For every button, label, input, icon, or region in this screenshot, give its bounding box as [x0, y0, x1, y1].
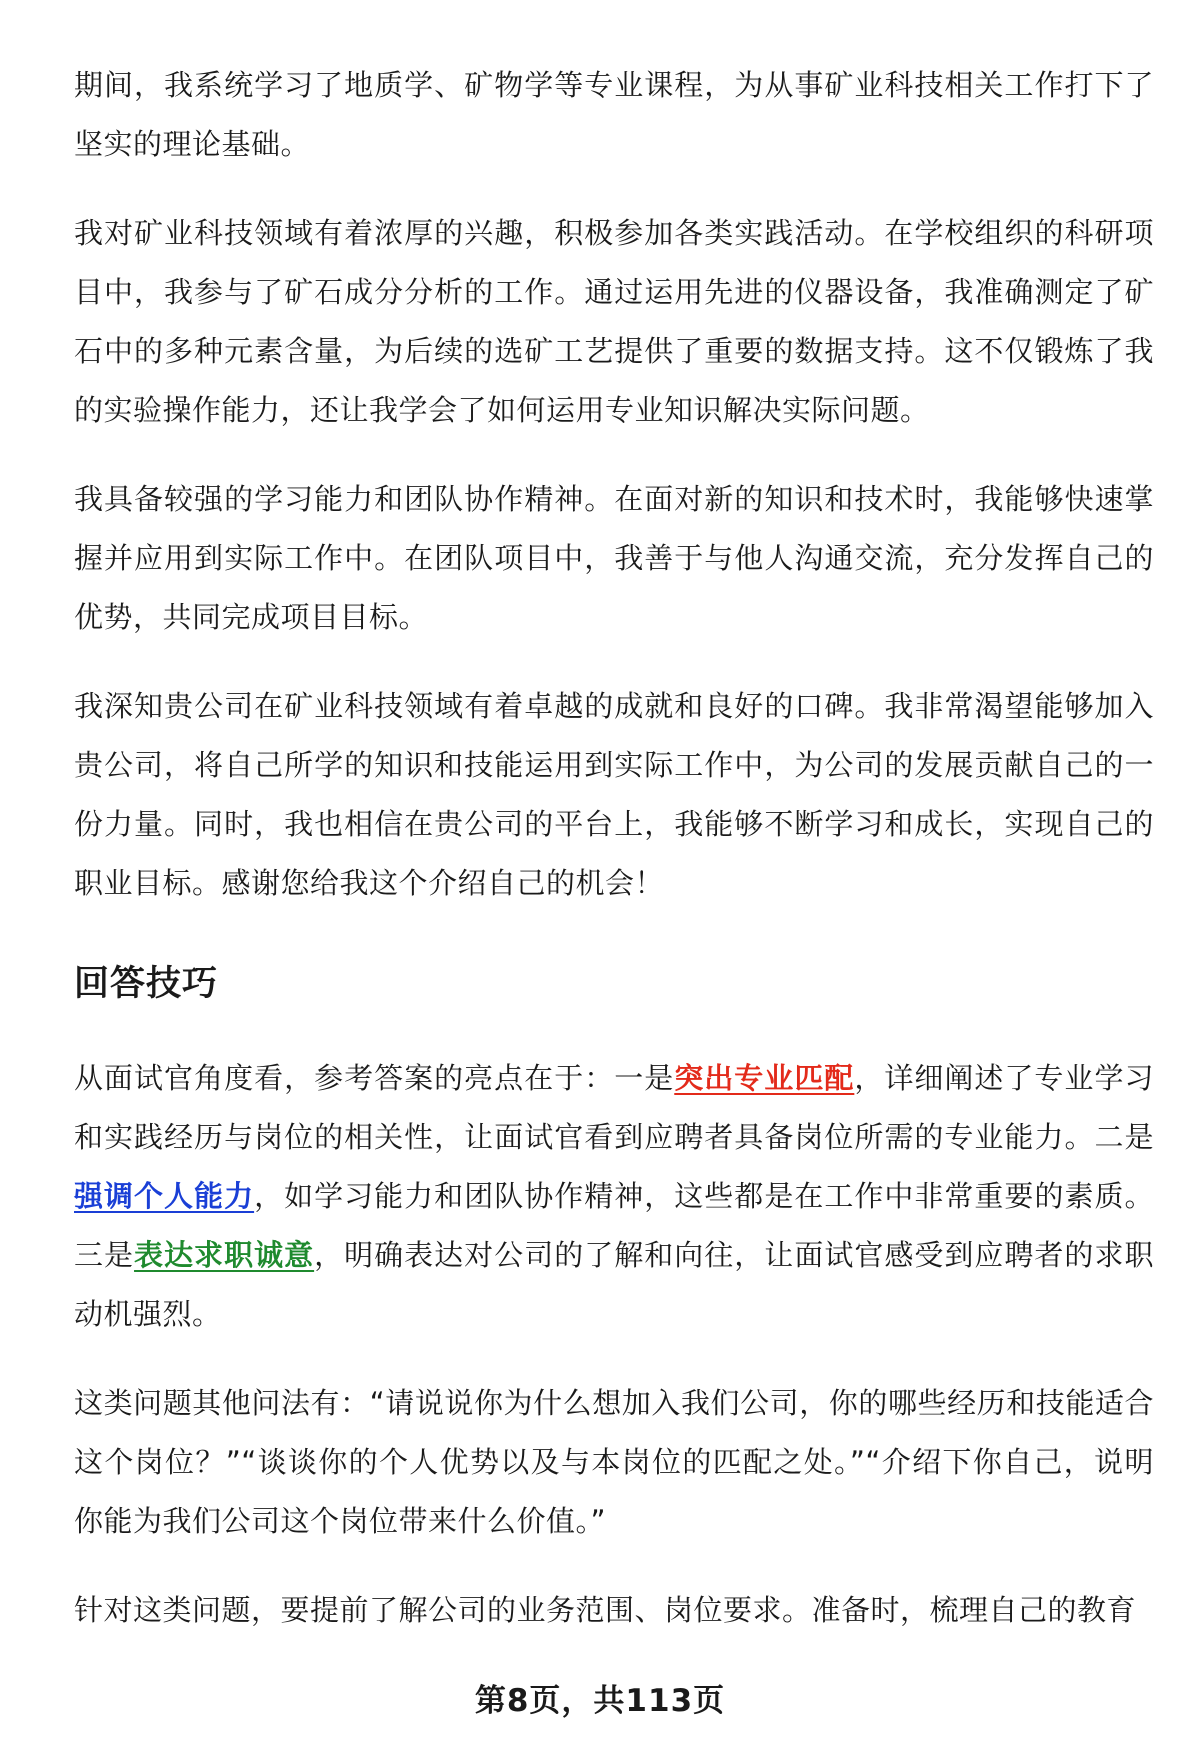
tips-text-a: 从面试官角度看，参考答案的亮点在于：一是 [74, 1061, 675, 1095]
paragraph-alternative-questions: 这类问题其他问法有：“请说说你为什么想加入我们公司，你的哪些经历和技能适合这个岗位？”“谈谈你的个人优势以及与本岗位的匹配之处。”“介绍下你自己，说明你能为我们公司这个岗位带来什么价值。” [74, 1386, 1154, 1538]
paragraph-preparation: 针对这类问题，要提前了解公司的业务范围、岗位要求。准备时，梳理自己的教育 [74, 1593, 1137, 1627]
highlight-sincerity: 表达求职诚意 [134, 1238, 315, 1272]
page-number-footer: 第8页，共113页 [474, 1683, 726, 1719]
paragraph-education: 期间，我系统学习了地质学、矿物学等专业课程，为从事矿业科技相关工作打下了坚实的理论基础。 [74, 68, 1154, 161]
highlight-professional-match: 突出专业匹配 [674, 1061, 855, 1095]
tips-text-b: ，详细阐述了专业学习和实践经历与岗位的相关性，让面试官看到应聘者具备岗位所需的专业能力。二是 [74, 1061, 1154, 1154]
paragraph-tips-analysis [74, 1049, 1154, 1344]
paragraph-practice: 我对矿业科技领域有着浓厚的兴趣，积极参加各类实践活动。在学校组织的科研项目中，我参与了矿石成分分析的工作。通过运用先进的仪器设备，我准确测定了矿石中的多种元素含量，为后续的选矿工艺提供了重要的数据支持。这不仅锻炼了我的实验操作能力，还让我学会了如何运用专业知识解决实际问题。 [74, 216, 1154, 427]
tips-text-d: ，明确表达对公司的了解和向往，让面试官感受到应聘者的求职动机强烈。 [74, 1238, 1154, 1331]
paragraph-abilities: 我具备较强的学习能力和团队协作精神。在面对新的知识和技术时，我能够快速掌握并应用到实际工作中。在团队项目中，我善于与他人沟通交流，充分发挥自己的优势，共同完成项目目标。 [74, 482, 1154, 634]
tips-text-c: ，如学习能力和团队协作精神，这些都是在工作中非常重要的素质。三是 [74, 1179, 1154, 1272]
highlight-personal-ability: 强调个人能力 [74, 1179, 255, 1213]
section-heading-tips: 回答技巧 [74, 964, 219, 1004]
document-content [74, 56, 1154, 1670]
paragraph-motivation: 我深知贵公司在矿业科技领域有着卓越的成就和良好的口碑。我非常渴望能够加入贵公司，将自己所学的知识和技能运用到实际工作中，为公司的发展贡献自己的一份力量。同时，我也相信在贵公司的平台上，我能够不断学习和成长，实现自己的职业目标。感谢您给我这个介绍自己的机会！ [74, 689, 1154, 900]
